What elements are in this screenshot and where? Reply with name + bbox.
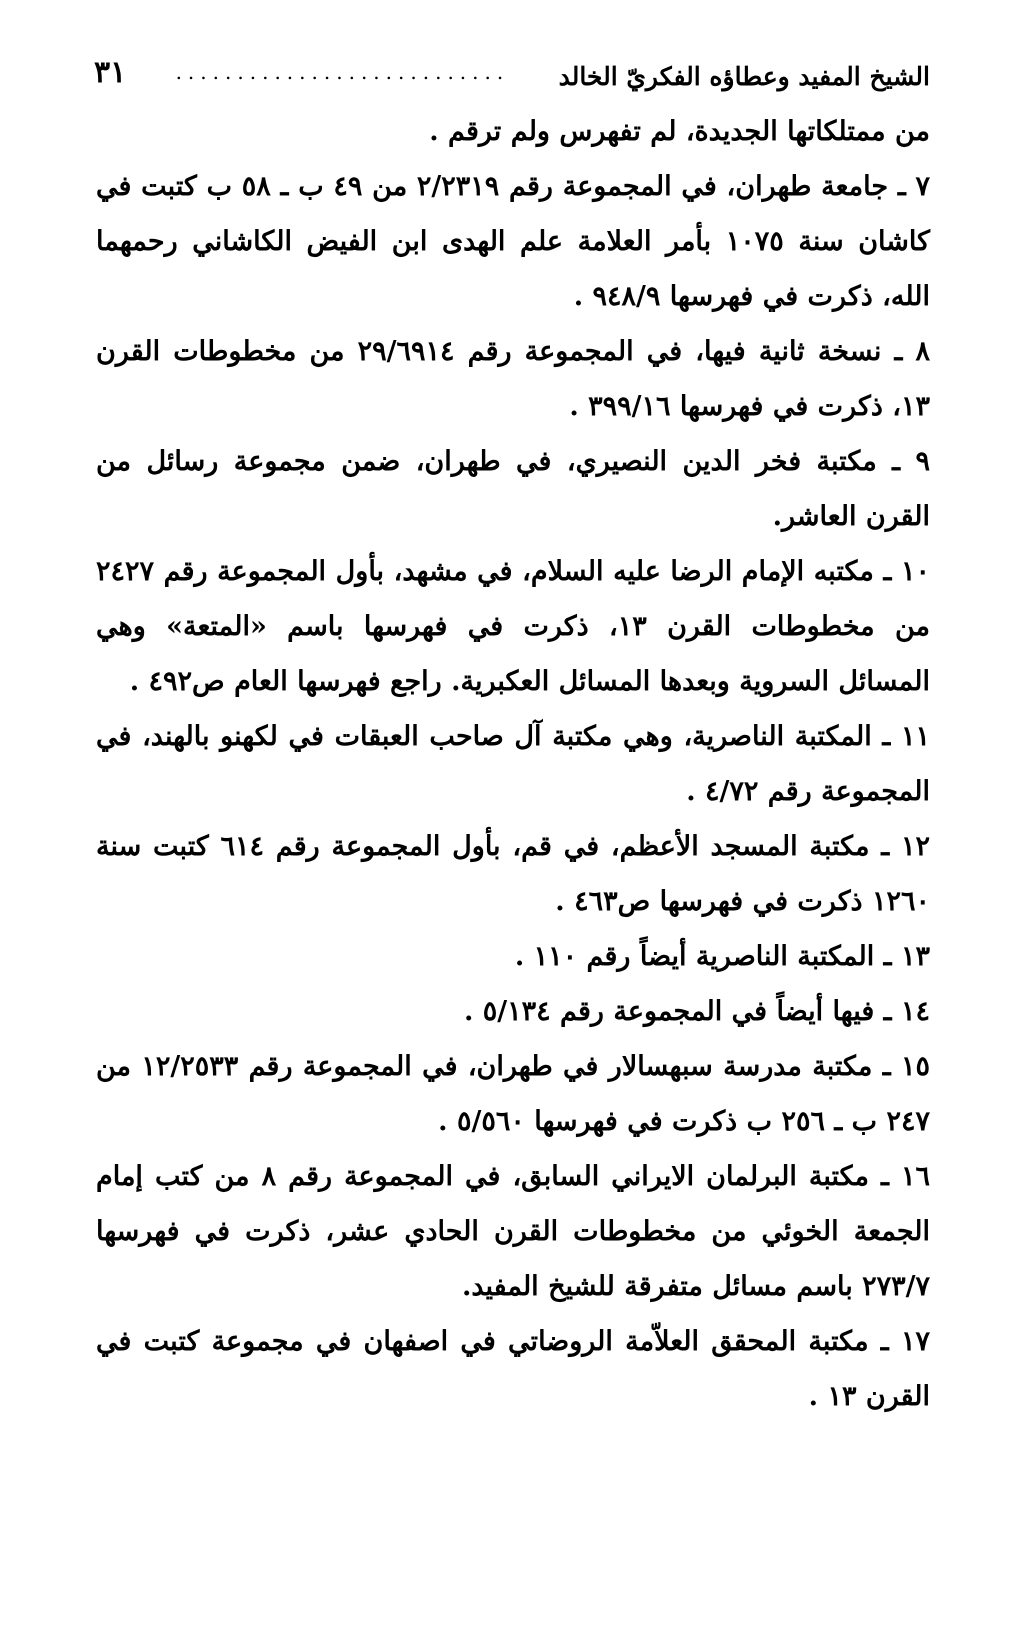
running-header bbox=[94, 42, 930, 102]
paragraph-item-7: ٧ ـ جامعة طهران، في المجموعة رقم ٢/٢٣١٩ من ٤٩ ب ـ ٥٨ ب كتبت في كاشان سنة ١٠٧٥ بأمر العلامة علم الهدى ابن الفيض الكاشاني رحمهما الله، ذكرت في فهرسها ٩٤٨/٩ . bbox=[96, 171, 930, 312]
paragraph-item-8: ٨ ـ نسخة ثانية فيها، في المجموعة رقم ٢٩/٦٩١٤ من مخطوطات القرن ١٣، ذكرت في فهرسها ٣٩٩/١٦ . bbox=[96, 336, 931, 422]
paragraph-item-13: ١٣ ـ المكتبة الناصرية أيضاً رقم ١١٠ . bbox=[514, 941, 930, 972]
page-body bbox=[96, 104, 930, 1424]
paragraph-item-16: ١٦ ـ مكتبة البرلمان الايراني السابق، في المجموعة رقم ٨ من كتب إمام الجمعة الخوئي من مخطوطات القرن الحادي عشر، ذكرت في فهرسها ٢٧٣/٧ باسم مسائل متفرقة للشيخ المفيد. bbox=[96, 1161, 931, 1302]
paragraph-item-10: ١٠ ـ مكتبه الإمام الرضا عليه السلام، في مشهد، بأول المجموعة رقم ٢٤٢٧ من مخطوطات القرن ١٣، ذكرت في فهرسها باسم «المتعة» وهي المسائل السروية وبعدها المسائل العكبرية. راجع فهرسها العام ص٤٩٢ . bbox=[96, 556, 930, 697]
paragraph-continuation: من ممتلكاتها الجديدة، لم تفهرس ولم ترقم . bbox=[429, 116, 930, 147]
paragraph-item-15: ١٥ ـ مكتبة مدرسة سبهسالار في طهران، في المجموعة رقم ١٢/٢٥٣٣ من ٢٤٧ ب ـ ٢٥٦ ب ذكرت في فهرسها ٥/٥٦٠ . bbox=[96, 1051, 930, 1137]
paragraph-item-9: ٩ ـ مكتبة فخر الدين النصيري، في طهران، ضمن مجموعة رسائل من القرن العاشر. bbox=[96, 446, 930, 532]
paragraph-item-11: ١١ ـ المكتبة الناصرية، وهي مكتبة آل صاحب العبقات في لكهنو بالهند، في المجموعة رقم ٤/٧٢ . bbox=[96, 721, 930, 807]
dot-leader: ........................... bbox=[175, 60, 510, 84]
paragraph-item-12: ١٢ ـ مكتبة المسجد الأعظم، في قم، بأول المجموعة رقم ٦١٤ كتبت سنة ١٢٦٠ ذكرت في فهرسها ص٤٦٣ . bbox=[96, 831, 930, 917]
paragraph-item-14: ١٤ ـ فيها أيضاً في المجموعة رقم ٥/١٣٤ . bbox=[463, 996, 930, 1027]
running-title: الشيخ المفيد وعطاؤه الفكريّ الخالد bbox=[558, 61, 930, 91]
page-number: ٣١ bbox=[94, 54, 127, 90]
paragraph-item-17: ١٧ ـ مكتبة المحقق العلاّمة الروضاتي في اصفهان في مجموعة كتبت في القرن ١٣ . bbox=[96, 1326, 930, 1412]
